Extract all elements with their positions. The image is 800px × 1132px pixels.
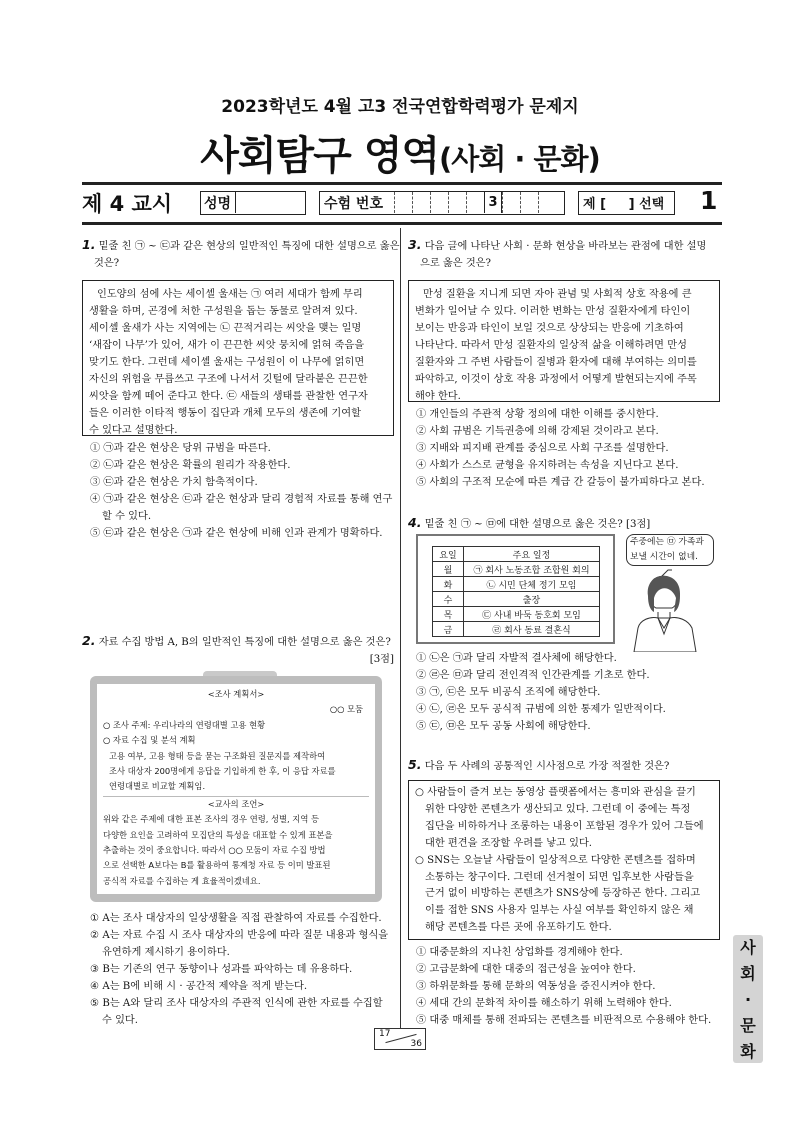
exam-number-label: 수험 번호 xyxy=(324,196,383,212)
q3-passage-line: 만성 질환을 지니게 되면 자아 관념 및 사회적 상호 작용에 큰 xyxy=(423,289,692,300)
q1-passage-line: 세이셸 울새가 사는 지역에는 ㉡ 끈적거리는 씨앗을 맺는 일명 xyxy=(89,323,362,334)
schedule-row xyxy=(433,577,600,592)
q3-number: 3. xyxy=(408,237,422,252)
q1-passage-line: 들은 이러한 이타적 행동이 집단과 개체 모두의 생존에 기여할 xyxy=(89,408,361,419)
exam-number-cell: 3 xyxy=(484,192,502,213)
q1-option[interactable]: ④ ㉠과 같은 현상은 ㉢과 같은 현상과 달리 경험적 자료를 통해 연구 xyxy=(90,494,393,505)
subject-title xyxy=(0,124,800,181)
q2-option[interactable]: ② A는 자료 수집 시 조사 대상자의 반응에 따라 질문 내용과 형식을 xyxy=(90,930,389,941)
plan-line: 조사 대상자 200명에게 응답을 기입하게 한 후, 이 응답 자료를 xyxy=(109,766,336,777)
q5-passage-line: ○ 사람들이 즐겨 보는 동영상 플랫폼에서는 흥미와 관심을 끌기 xyxy=(415,787,696,798)
q3-option[interactable]: ④ 사회가 스스로 균형을 유지하려는 속성을 지닌다고 본다. xyxy=(416,460,679,471)
q3-passage-line: 나타난다. 따라서 만성 질환자의 일상적 삶을 이해하려면 만성 xyxy=(415,340,687,351)
q5-passage-line: 소통하는 창구이다. 그런데 선거철이 되면 입후보한 사람들을 xyxy=(425,871,694,883)
q1-stem-text1: 밑줄 친 ㉠ ~ ㉢과 같은 현상의 일반적인 특징에 대한 설명으로 옳은 xyxy=(98,241,400,252)
q1-number: 1. xyxy=(82,237,96,252)
q3-passage-line: 해야 한다. xyxy=(415,391,461,402)
q2-paper xyxy=(97,684,375,894)
exam-number-box xyxy=(319,191,565,215)
q3-passage-line: 파악하고, 이것이 상호 작용 과정에서 어떻게 발현되는지에 주목 xyxy=(415,374,697,385)
q2-option[interactable]: ④ A는 B에 비해 시 · 공간적 제약을 적게 받는다. xyxy=(90,981,308,992)
choice-box xyxy=(578,191,675,215)
page-counter xyxy=(374,1028,426,1050)
q1-passage-line: 생활을 하며, 곤경에 처한 구성원을 돕는 동물로 알려져 있다. xyxy=(89,306,358,317)
q4-stem-line xyxy=(408,514,650,533)
q1-passage-line: 인도양의 섬에 사는 세이셸 울새는 ㉠ 여러 세대가 함께 무리 xyxy=(97,289,363,300)
q5-option[interactable]: ② 고급문화에 대한 대중의 접근성을 높여야 한다. xyxy=(416,964,636,975)
q5-passage xyxy=(415,785,713,937)
q2-options xyxy=(90,910,400,1029)
q5-passage-line: 집단을 비하하거나 조롱하는 내용이 포함된 경우가 있어 그들에 xyxy=(425,820,704,832)
q5-option[interactable]: ① 대중문화의 지나친 상업화를 경계해야 한다. xyxy=(416,947,623,958)
q5-passage-line: 위한 다양한 콘텐츠가 생산되고 있다. 그런데 이 중에는 특정 xyxy=(425,803,691,815)
q5-stem-text: 다음 두 사례의 공통적인 시사점으로 가장 적절한 것은? xyxy=(424,761,670,772)
schedule-event-cell: ㉡ 시민 단체 정기 모임 xyxy=(464,577,600,592)
plan-line: ○ 자료 수집 및 분석 계획 xyxy=(103,735,196,746)
q2-points: [3점] xyxy=(369,654,394,665)
q3-option[interactable]: ⑤ 사회의 구조적 모순에 따른 계급 간 갈등이 불가피하다고 본다. xyxy=(416,477,705,488)
q5-stem-line xyxy=(408,756,669,775)
q4-stem-text: 밑줄 친 ㉠ ~ ㉤에 대한 설명으로 옳은 것은? [3점] xyxy=(424,519,651,530)
plan-title: <조사 계획서> xyxy=(207,689,265,699)
schedule-event-cell: ㉢ 사내 바둑 동호회 모임 xyxy=(464,607,600,622)
exam-number-cell xyxy=(520,192,538,213)
exam-number-cell xyxy=(448,192,466,213)
q5-options xyxy=(416,944,726,1029)
exam-title: 2023학년도 4월 고3 전국연합학력평가 문제지 xyxy=(221,97,579,117)
q4-schedule-frame xyxy=(416,534,615,644)
q5-option[interactable]: ③ 하위문화를 통해 문화의 역동성을 증진시켜야 한다. xyxy=(416,981,656,992)
q4-option[interactable]: ③ ㉠, ㉢은 모두 비공식 조직에 해당한다. xyxy=(416,687,601,698)
choice-label: 제 [ ] 선택 xyxy=(583,197,665,212)
q1-stem-line2: 것은? xyxy=(94,258,120,269)
schedule-header-cell: 주요 일정 xyxy=(464,547,600,562)
schedule-row xyxy=(433,562,600,577)
q4-option[interactable]: ⑤ ㉢, ㉤은 모두 공동 사회에 해당한다. xyxy=(416,721,591,732)
q1-passage-box xyxy=(82,280,394,436)
q1 xyxy=(82,236,400,272)
side-tab-char: 화 xyxy=(740,1042,756,1061)
q3-option[interactable]: ② 사회 규범은 기득권층에 의해 강제된 것이라고 본다. xyxy=(416,426,659,437)
schedule-row xyxy=(433,592,600,607)
schedule-event-cell: 출장 xyxy=(464,592,600,607)
plan-line: 고용 여부, 고용 형태 등을 묻는 구조화된 질문지를 제작하여 xyxy=(109,750,326,761)
q2-option[interactable]: ① A는 조사 대상자의 일상생활을 직접 관찰하여 자료를 수집한다. xyxy=(90,913,382,924)
q5-passage-line: 대한 편견을 조장할 우려를 낳고 있다. xyxy=(425,837,593,849)
q1-option[interactable]: 할 수 있다. xyxy=(102,511,152,522)
q1-passage-line: 자신의 위험을 무릅쓰고 구조에 나서서 깃털에 달라붙은 끈끈한 xyxy=(89,374,368,385)
speech-line1: 주중에는 ㉤ 가족과 xyxy=(630,537,704,547)
q5-passage-line: ○ SNS는 오늘날 사람들이 일상적으로 다양한 콘텐츠를 접하며 xyxy=(415,854,696,866)
q3-passage xyxy=(415,286,713,405)
schedule-header-row xyxy=(433,547,600,562)
advice-lines xyxy=(97,812,375,889)
q5-passage-box xyxy=(408,780,720,940)
q3-option[interactable]: ① 개인들의 주관적 상황 정의에 대한 이해를 중시한다. xyxy=(416,409,659,420)
header-bottom-rule xyxy=(82,222,722,225)
page-current: 17 xyxy=(379,1029,391,1039)
exam-number-cell xyxy=(430,192,448,213)
schedule-event-cell: ㉠ 회사 노동조합 조합원 회의 xyxy=(464,562,600,577)
schedule-day-cell: 화 xyxy=(433,577,464,592)
q1-option[interactable]: ③ ㉢과 같은 현상은 가치 함축적이다. xyxy=(90,477,258,488)
q3-stem-line1 xyxy=(408,236,724,255)
q4-number: 4. xyxy=(408,515,422,530)
q1-options xyxy=(90,440,400,542)
q4-options xyxy=(416,650,726,735)
q1-passage-line: ‘새잡이 나무’가 있어, 새가 이 끈끈한 씨앗 뭉치에 얽혀 죽음을 xyxy=(89,340,365,351)
schedule-day-cell: 목 xyxy=(433,607,464,622)
subject-side-tab xyxy=(733,935,763,1063)
plan-line: ○ 조사 주제: 우리나라의 연령대별 고용 현황 xyxy=(103,719,266,730)
q1-option[interactable]: ⑤ ㉢과 같은 현상은 ㉠과 같은 현상에 비해 인과 관계가 명확하다. xyxy=(90,528,383,539)
q1-option[interactable]: ② ㉡과 같은 현상은 확률의 원리가 작용한다. xyxy=(90,460,291,471)
exam-number-cell xyxy=(394,192,412,213)
q1-passage-line: 맞기도 한다. 그런데 세이셸 울새는 구성원이 이 나무에 얽히면 xyxy=(89,357,365,368)
schedule-row xyxy=(433,622,600,637)
exam-number-cells xyxy=(394,192,564,213)
q1-passage xyxy=(89,286,387,439)
subject-sub: (사회 · 문화) xyxy=(438,142,600,176)
q3-options xyxy=(416,406,726,491)
speech-line2: 보낼 시간이 없네. xyxy=(630,552,698,562)
q2-option[interactable]: ③ B는 기존의 연구 동향이나 성과를 파악하는 데 유용하다. xyxy=(90,964,353,975)
advice-title: <교사의 조언> xyxy=(207,798,265,809)
side-tab-char: 회 xyxy=(740,964,756,983)
plan-lines xyxy=(97,718,375,795)
q2-number: 2. xyxy=(82,633,96,648)
schedule-header-cell: 요일 xyxy=(433,547,464,562)
q4-option[interactable]: ④ ㉡, ㉣은 모두 공식적 규범에 의한 통제가 일반적이다. xyxy=(416,704,666,715)
page-total: 36 xyxy=(410,1039,422,1049)
side-tab-char: 사 xyxy=(740,938,756,957)
q3-passage-line: 질환자와 그 주변 사람들이 질병과 환자에 대해 부여하는 의미를 xyxy=(415,357,697,368)
schedule-day-cell: 월 xyxy=(433,562,464,577)
q5-option[interactable]: ④ 세대 간의 문화적 차이를 해소하기 위해 노력해야 한다. xyxy=(416,998,672,1009)
side-tab-char: 문 xyxy=(740,1016,756,1035)
schedule-day-cell: 금 xyxy=(433,622,464,637)
q3-stem-text1: 다음 글에 나타난 사회 · 문화 현상을 바라보는 관점에 대한 설명 xyxy=(424,241,707,252)
q4-schedule-table xyxy=(432,546,600,637)
header-top-rule xyxy=(82,182,722,185)
q3 xyxy=(408,236,724,272)
q2-stem-line xyxy=(82,632,394,651)
plan-author: ○○ 모둠 xyxy=(329,704,363,715)
q4-option[interactable]: ① ㉡은 ㉠과 달리 자발적 결사체에 해당한다. xyxy=(416,653,617,664)
q5-passage-line: 근거 없이 비방하는 콘텐츠가 SNS상에 등장하곤 한다. 그리고 xyxy=(425,888,701,900)
q1-stem-line1 xyxy=(82,236,400,255)
q3-passage-line: 변화가 일어날 수 있다. 이러한 변화는 만성 질환자에게 타인이 xyxy=(415,306,691,317)
advice-line: 위와 같은 주제에 대한 표본 조사의 경우 연령, 성별, 지역 등 xyxy=(103,814,319,825)
schedule-row xyxy=(433,607,600,622)
q5-passage-line: 이를 접한 SNS 사용자 일부는 사실 여부를 확인하지 않은 채 xyxy=(425,905,694,917)
column-divider xyxy=(400,228,401,1028)
q2-stem-text: 자료 수집 방법 A, B의 일반적인 특징에 대한 설명으로 옳은 것은? xyxy=(98,637,391,648)
period-label: 제 4 교시 xyxy=(82,192,173,216)
name-label: 성명 xyxy=(204,196,232,212)
exam-number-cell xyxy=(466,192,484,213)
plan-line: 연령대별로 비교할 계획임. xyxy=(109,781,206,792)
advice-line: 공식적 자료를 수집하는 게 효율적이겠네요. xyxy=(103,875,261,886)
subject-main: 사회탐구 영역 xyxy=(200,133,439,179)
exam-number-cell xyxy=(502,192,520,213)
advice-line: 다양한 요인을 고려하여 모집단의 특성을 대표할 수 있게 표본을 xyxy=(103,829,333,840)
exam-number-cell xyxy=(412,192,430,213)
q5-passage-line: 해당 콘텐츠를 다른 곳에 유포하기도 한다. xyxy=(425,922,612,934)
teacher-illustration xyxy=(612,562,722,652)
page-number: 1 xyxy=(700,186,718,215)
name-box xyxy=(200,191,306,215)
q3-stem-line2: 으로 옳은 것은? xyxy=(420,258,491,269)
q1-passage-line: 씨앗을 함께 떼어 준다고 한다. ㉢ 새들의 생태를 관찰한 연구자 xyxy=(89,391,368,402)
q2 xyxy=(82,632,394,668)
q1-option[interactable]: ① ㉠과 같은 현상은 당위 규범을 따른다. xyxy=(90,443,271,454)
q2-clipboard xyxy=(90,676,382,902)
q3-passage-box xyxy=(408,280,720,402)
q2-option[interactable]: 수 있다. xyxy=(102,1015,138,1026)
q5-number: 5. xyxy=(408,757,422,772)
q4-option[interactable]: ② ㉣은 ㉤과 달리 전인격적 인간관계를 기초로 한다. xyxy=(416,670,650,681)
exam-number-cell xyxy=(538,192,556,213)
side-tab-char: · xyxy=(744,990,752,1009)
q3-passage-line: 보이는 반응과 타인이 보일 것으로 상상되는 반응에 기초하여 xyxy=(415,323,684,334)
q5-option[interactable]: ⑤ 대중 매체를 통해 전파되는 콘텐츠를 비판적으로 수용해야 한다. xyxy=(416,1015,712,1026)
schedule-day-cell: 수 xyxy=(433,592,464,607)
advice-line: 추출하는 것이 중요합니다. 따라서 ○○ 모둠이 자료 수집 방법 xyxy=(103,845,326,856)
advice-line: 으로 선택한 A보다는 B를 활용하여 통계청 자료 등 이미 발표된 xyxy=(103,860,331,871)
q1-passage-line: 수 있다고 설명한다. xyxy=(89,425,178,436)
schedule-event-cell: ㉣ 회사 동료 결혼식 xyxy=(464,622,600,637)
q2-option[interactable]: ⑤ B는 A와 달리 조사 대상자의 주관적 인식에 관한 자료를 수집할 xyxy=(90,998,383,1009)
q2-option[interactable]: 유연하게 제시하기 용이하다. xyxy=(102,947,230,958)
q3-option[interactable]: ③ 지배와 피지배 관계를 중심으로 사회 구조를 설명한다. xyxy=(416,443,669,454)
name-divider xyxy=(235,192,236,213)
